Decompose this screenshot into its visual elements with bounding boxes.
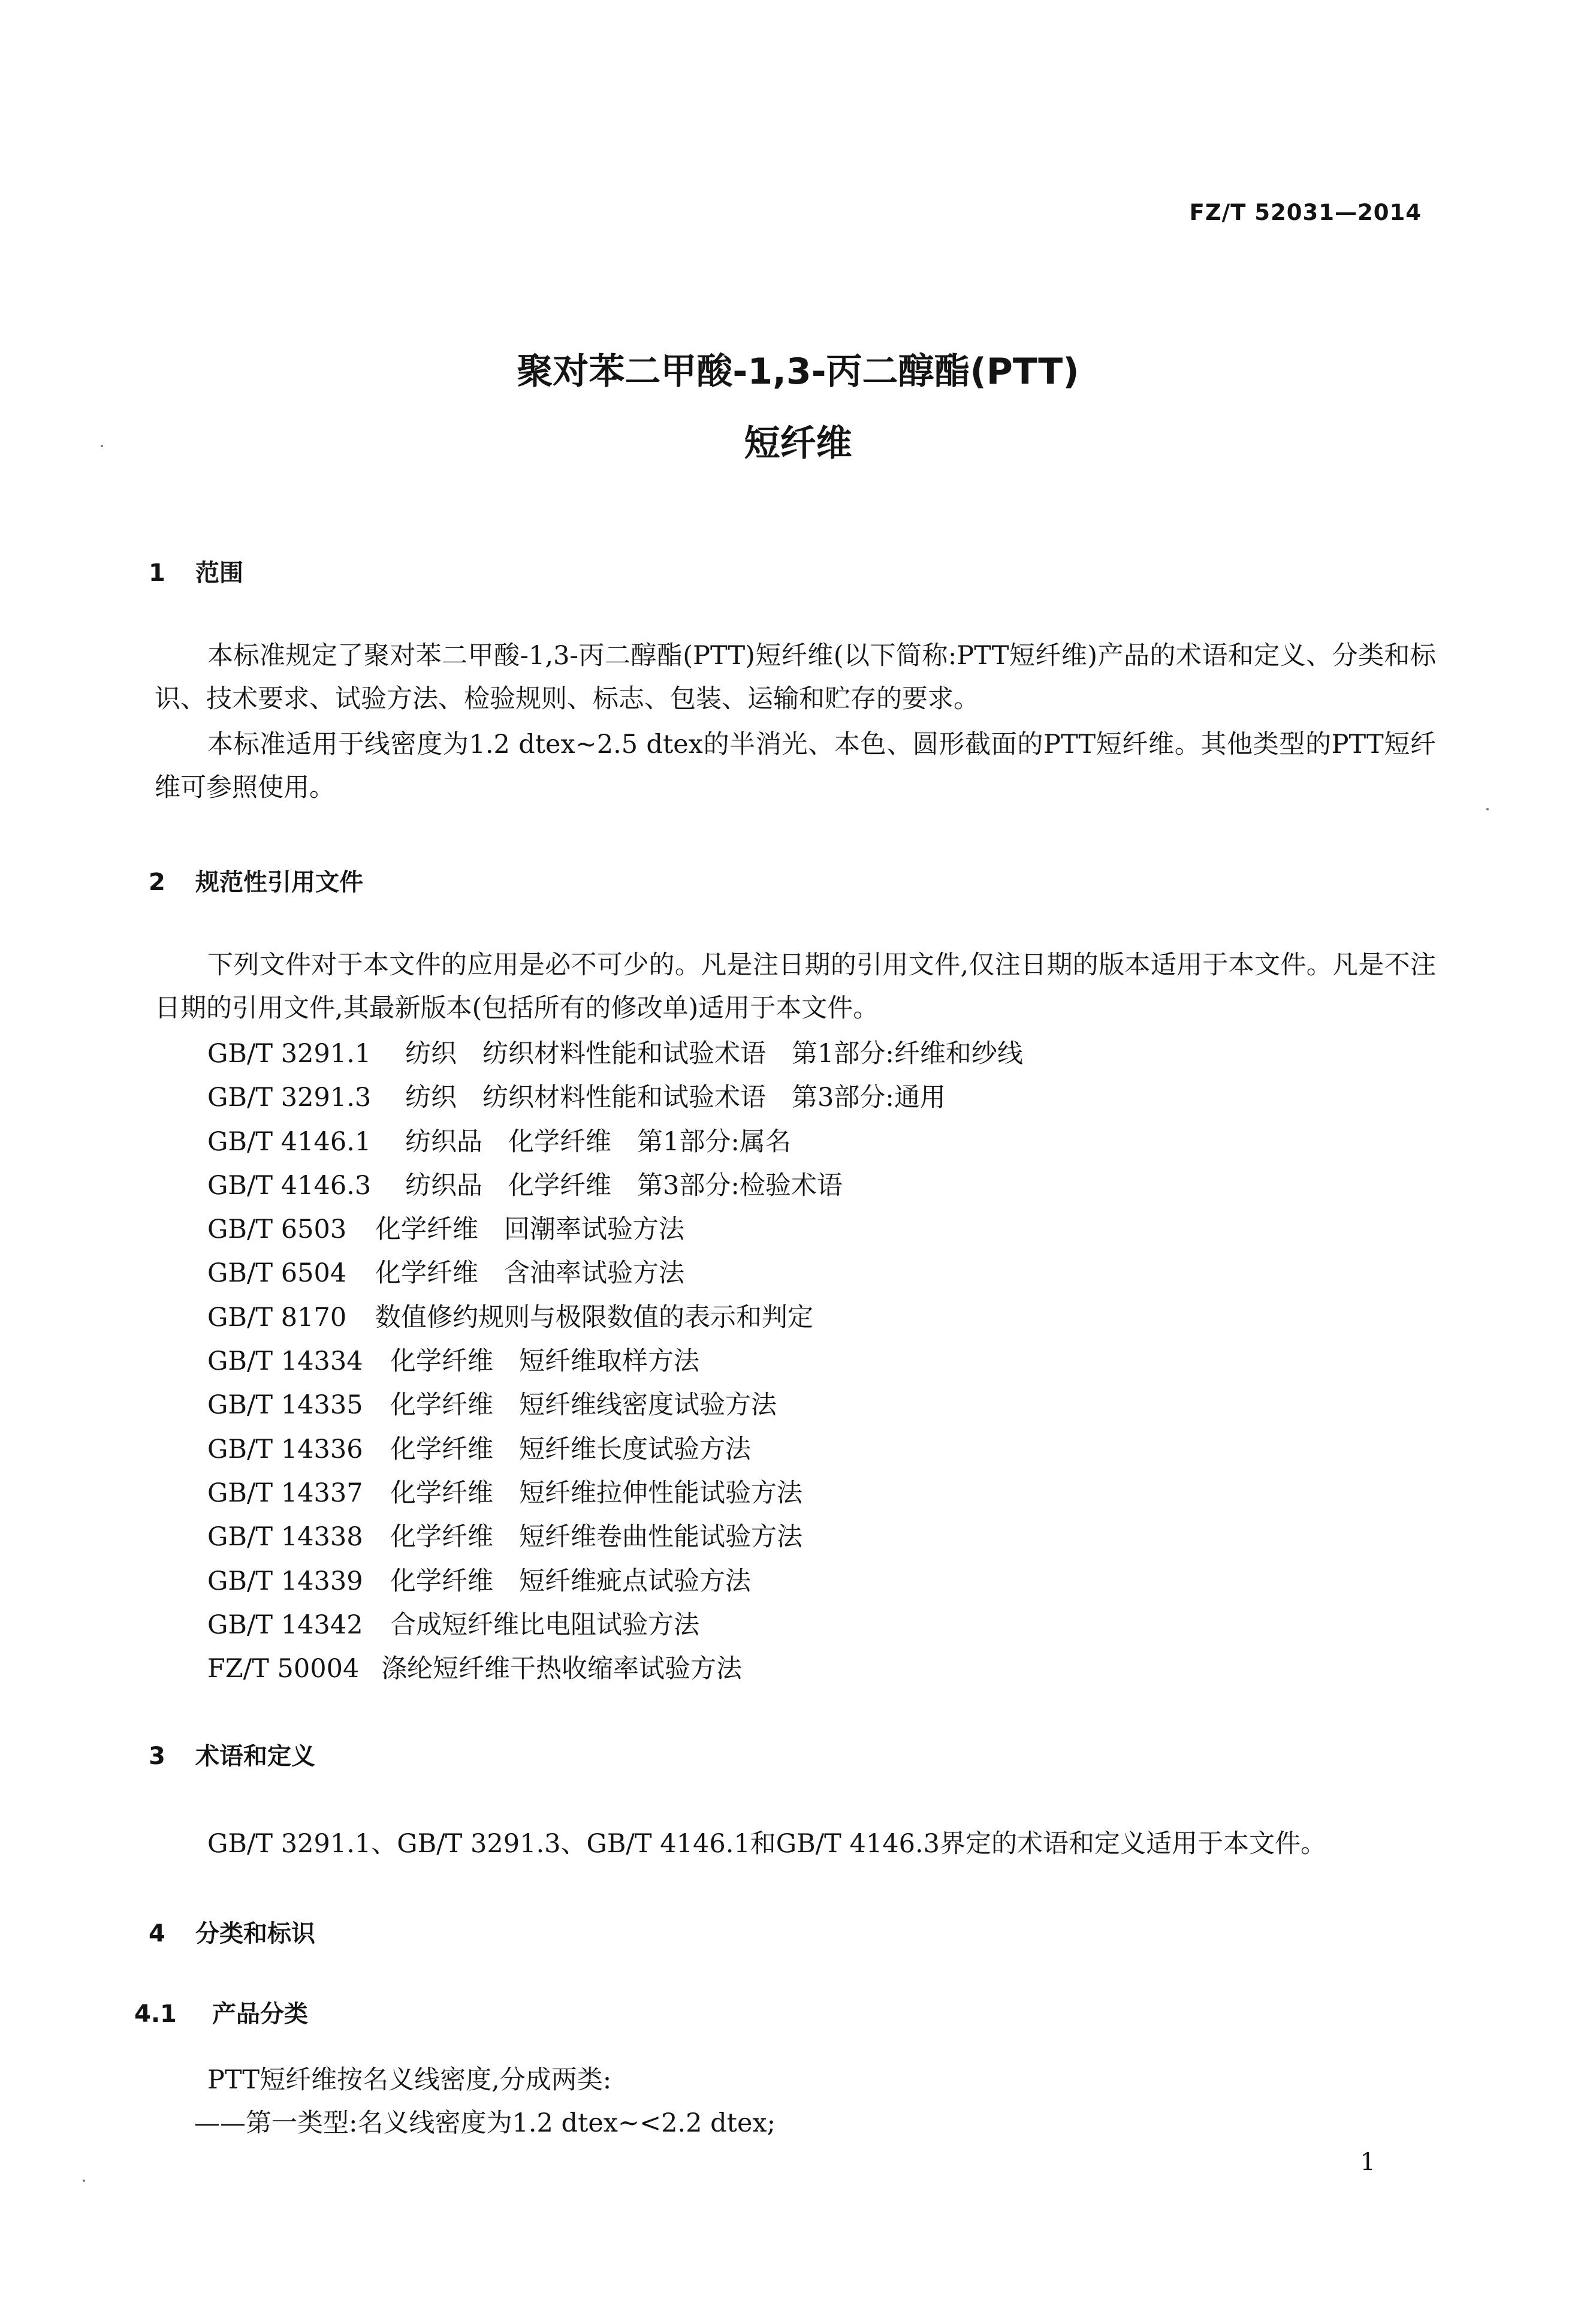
reference-title: 纺织品 化学纤维 第3部分:检验术语 [405,1170,843,1201]
reference-title: 化学纤维 短纤维疵点试验方法 [390,1566,751,1596]
reference-code: GB/T 8170 [207,1302,347,1333]
reference-item [207,1032,1023,1076]
reference-code: GB/T 14339 [207,1566,363,1596]
scan-speck [1486,808,1489,810]
reference-title: 化学纤维 含油率试验方法 [375,1258,684,1289]
reference-code: GB/T 14342 [207,1609,363,1640]
section-2-heading [149,863,363,897]
scan-speck [101,445,103,447]
reference-code: GB/T 6503 [207,1214,347,1245]
reference-item [207,1164,1023,1208]
normative-refs-intro: 下列文件对于本文件的应用是必不可少的。凡是注日期的引用文件,仅注日期的版本适用于本文件。凡是不注日期的引用文件,其最新版本(包括所有的修改单)适用于本文件。 [155,950,1436,1023]
section-number: 3 [149,1743,165,1770]
reference-item [207,1208,1023,1252]
document-title-line2: 短纤维 [744,423,852,465]
reference-title: 合成短纤维比电阻试验方法 [390,1609,699,1640]
reference-title: 化学纤维 回潮率试验方法 [375,1214,684,1245]
section-title: 规范性引用文件 [195,869,363,896]
document-title-line1: 聚对苯二甲酸-1,3-丙二醇酯(PTT) [517,351,1079,393]
classification-item-1: ——第一类型:名义线密度为1.2 dtex~<2.2 dtex; [194,2108,776,2138]
reference-item [207,1428,1023,1472]
reference-item [207,1120,1023,1164]
reference-code: GB/T 4146.1 [207,1126,372,1157]
section-number: 2 [149,869,165,896]
reference-code: GB/T 14337 [207,1478,363,1508]
scope-paragraph-1: 本标准规定了聚对苯二甲酸-1,3-丙二醇酯(PTT)短纤维(以下简称:PTT短纤维)产品的术语和定义、分类和标识、技术要求、试验方法、检验规则、标志、包装、运输和贮存的要求。 [155,641,1436,714]
subsection-number: 4.1 [134,2000,177,2028]
classification-paragraph: PTT短纤维按名义线密度,分成两类: [207,2065,612,2095]
reference-code: GB/T 14336 [207,1434,363,1464]
reference-title: 化学纤维 短纤维长度试验方法 [390,1434,751,1464]
reference-code: GB/T 3291.3 [207,1083,372,1113]
section-4-1-heading [134,1995,308,2029]
reference-title: 数值修约规则与极限数值的表示和判定 [375,1302,813,1333]
reference-item [207,1603,1023,1647]
reference-item [207,1647,1023,1691]
section-3-heading [149,1737,315,1771]
section-title: 术语和定义 [195,1743,315,1770]
reference-title: 化学纤维 短纤维取样方法 [390,1346,699,1377]
section-number: 4 [149,1920,165,1948]
reference-code: GB/T 3291.1 [207,1039,372,1069]
section-4-heading [149,1915,315,1949]
reference-item [207,1383,1023,1427]
reference-title: 纺织品 化学纤维 第1部分:属名 [405,1126,791,1157]
reference-title: 化学纤维 短纤维拉伸性能试验方法 [390,1478,802,1508]
terms-paragraph: GB/T 3291.1、GB/T 3291.3、GB/T 4146.1和GB/T 4146.3界定的术语和定义适用于本文件。 [207,1829,1326,1859]
reference-list [207,1032,1023,1691]
reference-title: 涤纶短纤维干热收缩率试验方法 [381,1654,742,1684]
reference-title: 纺织 纺织材料性能和试验术语 第3部分:通用 [405,1083,946,1113]
reference-code: GB/T 14334 [207,1346,363,1377]
section-title: 分类和标识 [195,1920,315,1948]
page-number: 1 [1360,2148,1375,2176]
reference-item [207,1560,1023,1603]
reference-item [207,1472,1023,1515]
reference-code: GB/T 14338 [207,1522,363,1553]
subsection-title: 产品分类 [212,2000,308,2028]
reference-item [207,1296,1023,1340]
scope-paragraph-2: 本标准适用于线密度为1.2 dtex~2.5 dtex的半消光、本色、圆形截面的PTT短纤维。其他类型的PTT短纤维可参照使用。 [155,730,1436,803]
reference-item [207,1340,1023,1383]
standard-code: FZ/T 52031—2014 [1189,200,1422,225]
reference-title: 纺织 纺织材料性能和试验术语 第1部分:纤维和纱线 [405,1039,1023,1069]
reference-title: 化学纤维 短纤维卷曲性能试验方法 [390,1522,802,1553]
section-title: 范围 [195,559,243,587]
reference-code: GB/T 6504 [207,1258,347,1289]
scan-speck [83,2180,85,2182]
reference-title: 化学纤维 短纤维线密度试验方法 [390,1390,777,1421]
reference-item [207,1076,1023,1120]
reference-code: GB/T 14335 [207,1390,363,1421]
reference-item [207,1252,1023,1295]
reference-item [207,1515,1023,1559]
reference-code: GB/T 4146.3 [207,1170,372,1201]
section-1-heading [149,554,243,588]
section-number: 1 [149,559,165,587]
reference-code: FZ/T 50004 [207,1654,360,1684]
